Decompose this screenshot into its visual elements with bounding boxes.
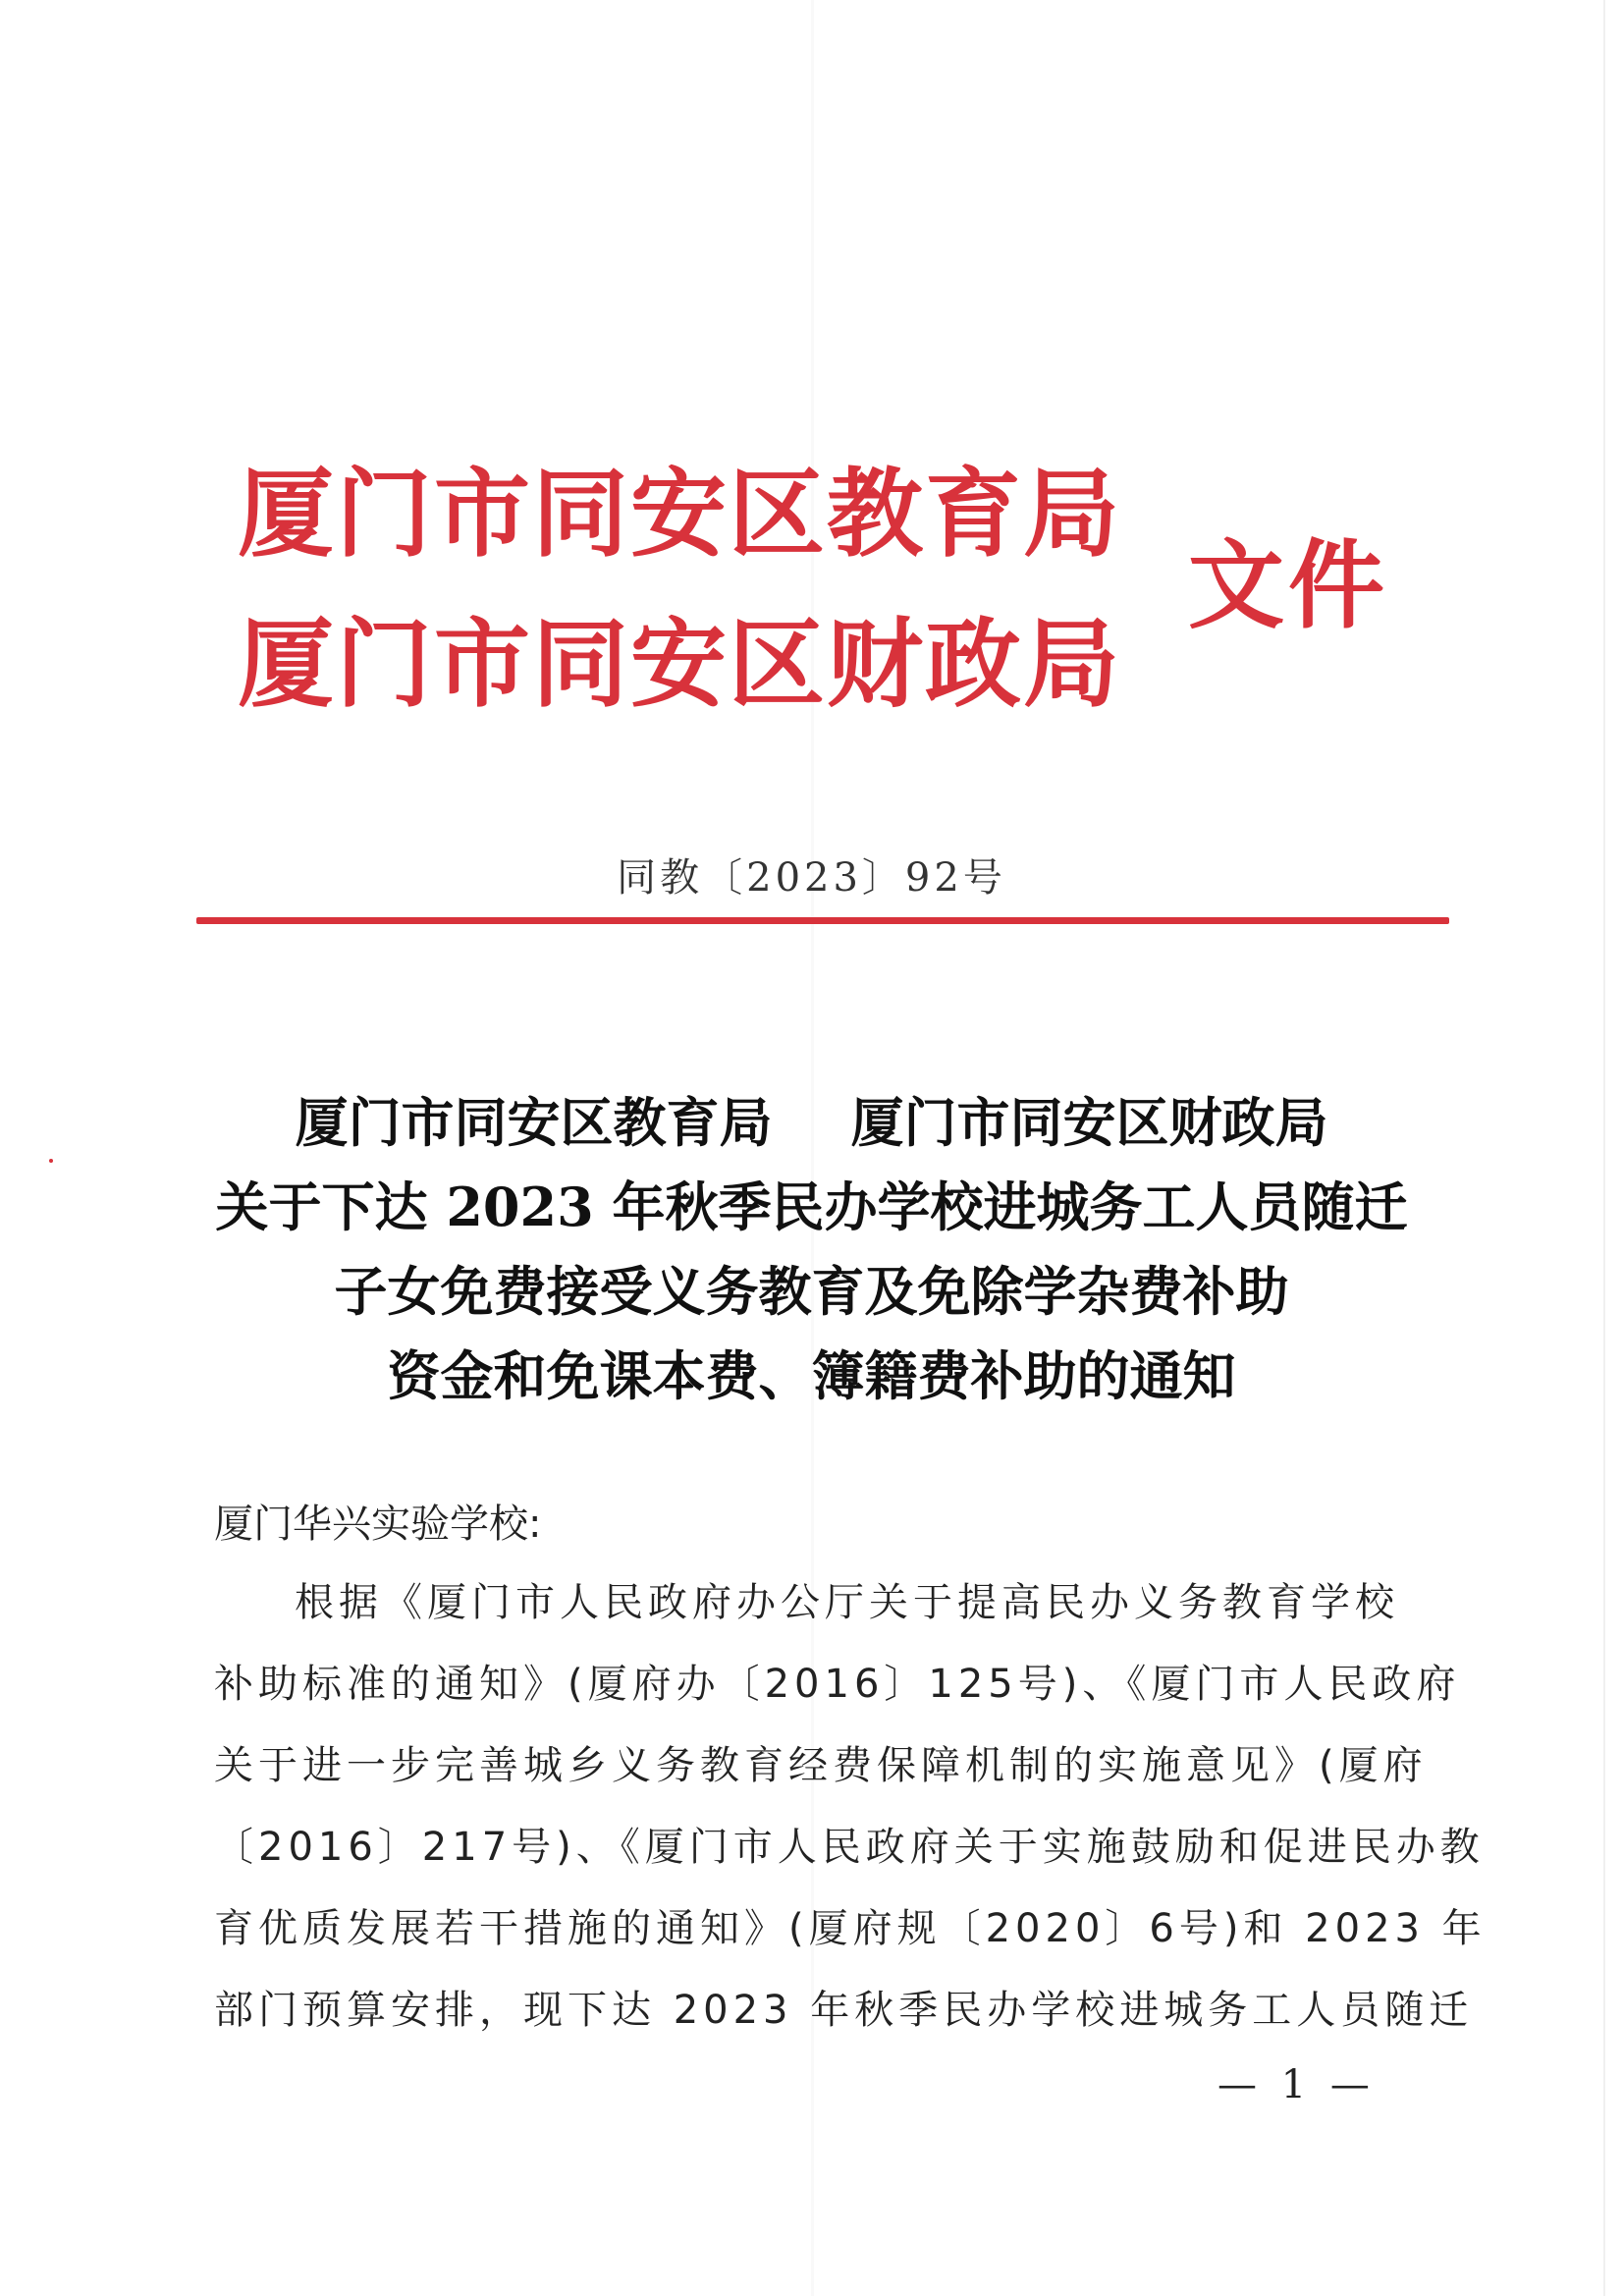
body-text-line: 育优质发展若干措施的通知》(厦府规〔2020〕6号)和 2023 年 [214,1906,1487,1951]
body-text-line: 关于进一步完善城乡义务教育经费保障机制的实施意见》(厦府 [214,1743,1428,1788]
recipient-salutation: 厦门华兴实验学校: [214,1502,542,1547]
letterhead-issuer-education: 厦门市同安区教育局 [238,458,1122,571]
notice-title-issuer-education: 厦门市同安区教育局 [295,1091,773,1154]
notice-title-issuers [0,1080,1623,1165]
notice-title [0,1080,1623,1418]
notice-title-line: 子女免费接受义务教育及免除学杂费补助 [334,1260,1289,1323]
body-text-line: 部门预算安排，现下达 2023 年秋季民办学校进城务工人员随迁 [214,1988,1474,2033]
page-number: — 1 — [1217,2062,1376,2107]
notice-title-line: 资金和免课本费、簿籍费补助的通知 [387,1344,1236,1407]
document-number: 同教〔2023〕92号 [617,855,1006,901]
notice-title-issuer-finance: 厦门市同安区财政局 [850,1091,1328,1154]
body-text-line: 〔2016〕217号)、《厦门市人民政府关于实施鼓励和促进民办教 [214,1825,1485,1870]
letterhead-issuer-finance: 厦门市同安区财政局 [238,608,1122,721]
red-divider-rule [196,917,1449,924]
body-text-line: 根据《厦门市人民政府办公厅关于提高民办义务教育学校 [295,1580,1399,1625]
body-text-line: 补助标准的通知》(厦府办〔2016〕125号)、《厦门市人民政府 [214,1662,1461,1707]
notice-title-line: 关于下达 2023 年秋季民办学校进城务工人员随迁 [215,1175,1408,1238]
letterhead-document-kind: 文件 [1188,529,1389,642]
